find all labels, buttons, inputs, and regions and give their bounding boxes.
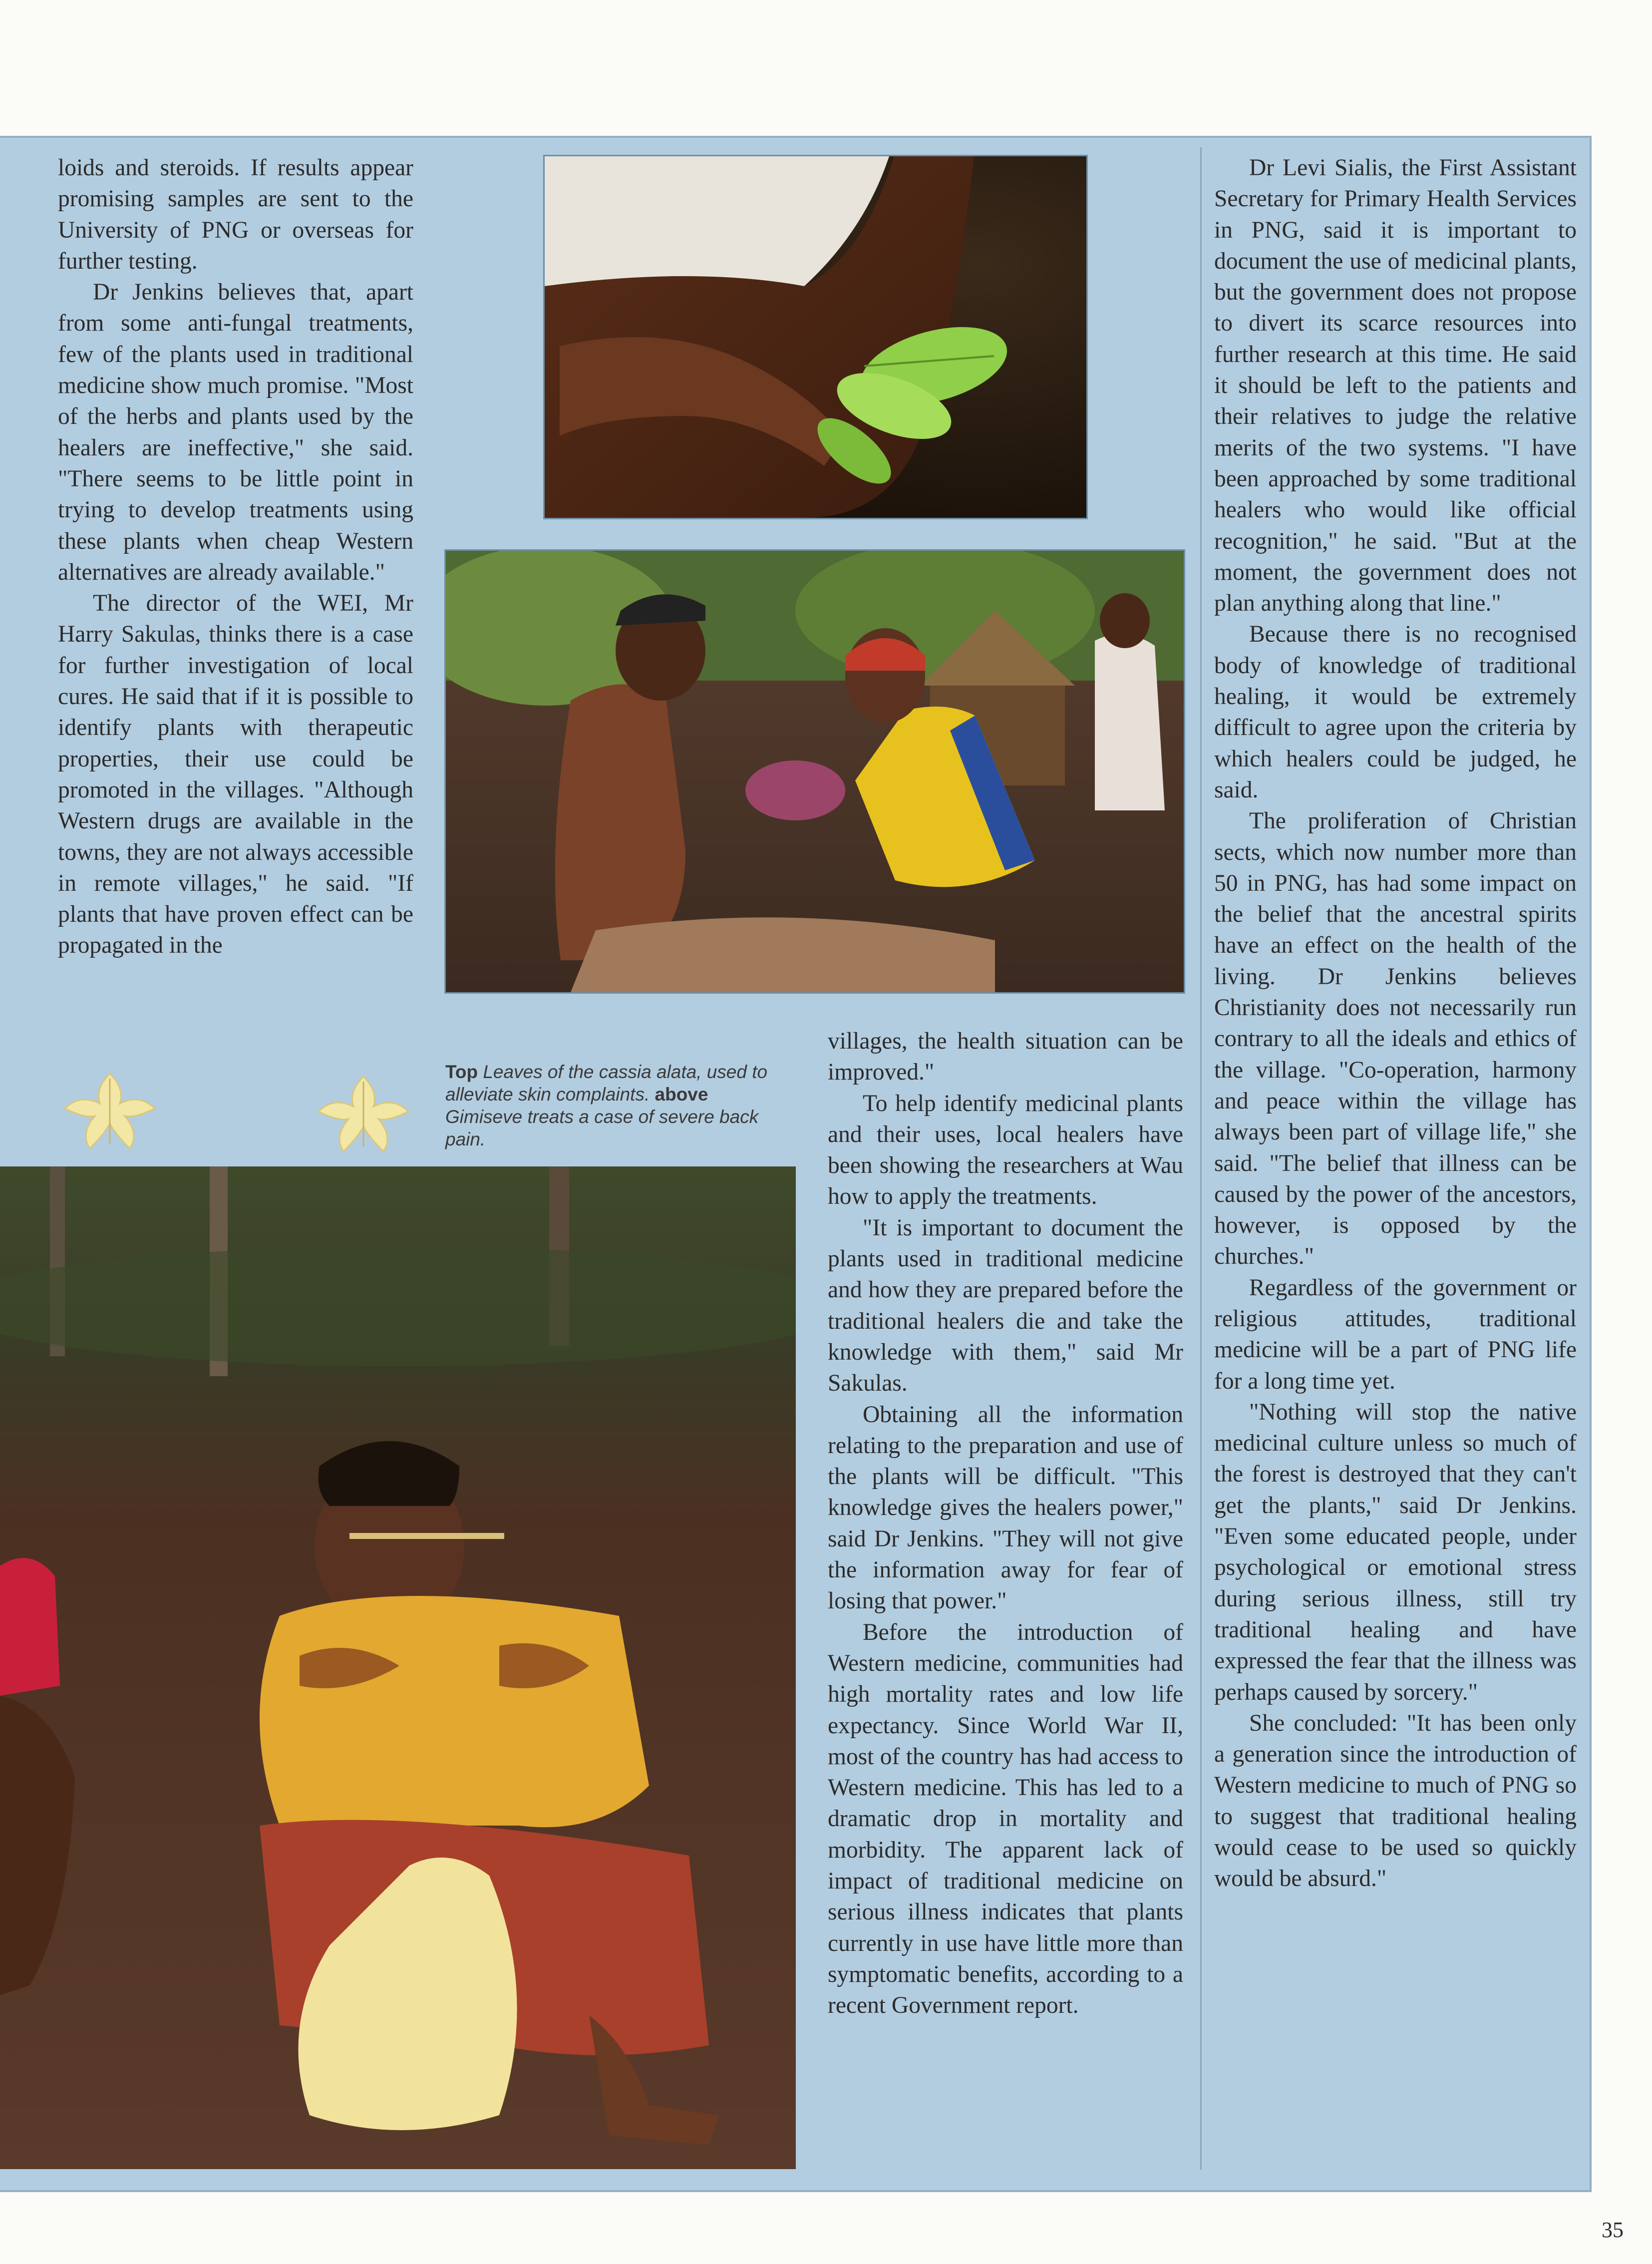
article-column-2	[828, 1026, 1183, 2021]
photo-caption	[445, 1061, 775, 1150]
paragraph: Dr Levi Sialis, the First Assistant Secretary for Primary Health Services in PNG, said it is important to document the use of medicinal plants, but the government does not propose to divert its scarce resources into further research at this time. He said it should be left to the patients and their relatives to judge the relative merits of the two systems. "I have been approached by some traditional healers who would like official recognition," he said. "But at the moment, the government does not plan anything along that line."	[1214, 155, 1577, 617]
caption-above-text: Gimiseve treats a case of severe back pain.	[445, 1107, 759, 1149]
photo-village-woman	[0, 1166, 796, 2169]
article-column-1	[58, 152, 413, 961]
page-number: 35	[1602, 2218, 1624, 2242]
paragraph: Regardless of the government or religious attitudes, traditional medicine will be a part of PNG life for a long time yet.	[1214, 1274, 1577, 1394]
caption-above-label: above	[655, 1084, 708, 1105]
caption-top-text: Leaves of the cassia alata, used to alleviate skin complaints.	[445, 1062, 768, 1105]
paragraph: "It is important to document the plants used in traditional medicine and how they are prepared before the traditional healers die and take the knowledge with them," said Mr Sakulas.	[828, 1214, 1183, 1397]
paragraph: loids and steroids. If results appear promising samples are sent to the University of PNG or overseas for further testing.	[58, 155, 413, 274]
paragraph: "Nothing will stop the native medicinal culture unless so much of the forest is destroyed that they can't get the plants," said Dr Jenkins. "Even some educated people, under psychological or emotional stress during serious illness, still try traditional healing and have expressed the fear that the illness was perhaps caused by sorcery."	[1214, 1399, 1577, 1705]
leaf-ornament-icon	[314, 1072, 413, 1159]
paragraph: Dr Jenkins believes that, apart from some anti-fungal treatments, few of the plants used in traditional medicine show much promise. "Most of the herbs and plants used by the healers are ineffective," she said. "There seems to be little point in trying to develop treatments using these plants when cheap Western alternatives are already available."	[58, 279, 413, 585]
paragraph: Before the introduction of Western medicine, communities had high mortality rates and low life expectancy. Since World War II, most of the country has had access to Western medicine. This has led to a dramatic drop in mortality and morbidity. The apparent lack of impact of traditional medicine on serious illness indicates that plants currently in use have little more than symptomatic benefits, according to a recent Government report.	[828, 1619, 1183, 2019]
photo-cassia-leaves	[543, 155, 1088, 519]
paragraph: Obtaining all the information relating to the preparation and use of the plants will be difficult. "This knowledge gives the healers power," said Dr Jenkins. "They will not give the information away for fear of losing that power."	[828, 1401, 1183, 1614]
column-divider	[1200, 147, 1202, 2170]
photo-gimiseve-treatment	[444, 549, 1185, 994]
paragraph: She concluded: "It has been only a generation since the introduction of Western medicine to much of PNG so to suggest that traditional healing would cease to be used so quickly would be absurd."	[1214, 1710, 1577, 1892]
paragraph: villages, the health situation can be improved."	[828, 1028, 1183, 1086]
paragraph: Because there is no recognised body of knowledge of traditional healing, it would be extremely difficult to agree upon the criteria by which healers could be judged, he said.	[1214, 621, 1577, 803]
paragraph: The director of the WEI, Mr Harry Sakulas, thinks there is a case for further investigation of local cures. He said that if it is possible to identify plants with therapeutic properties, their use could be promoted in the villages. "Although Western drugs are available in the towns, they are not always accessible in remote villages," he said. "If plants that have proven effect can be propagated in the	[58, 590, 413, 959]
caption-top-label: Top	[445, 1062, 478, 1082]
leaf-ornament-icon	[60, 1069, 160, 1156]
article-column-3	[1214, 152, 1577, 1894]
paragraph: To help identify medicinal plants and their uses, local healers have been showing the researchers at Wau how to apply the treatments.	[828, 1090, 1183, 1210]
paragraph: The proliferation of Christian sects, which now number more than 50 in PNG, has had some impact on the belief that the ancestral spirits have an effect on the health of the living. Dr Jenkins believes Christianity does not necessarily run contrary to all the ideals and ethics of the village. "Co-operation, harmony and peace within the village has always been part of village life," she said. "The belief that illness can be caused by the power of the ancestors, however, is opposed by the churches."	[1214, 808, 1577, 1270]
